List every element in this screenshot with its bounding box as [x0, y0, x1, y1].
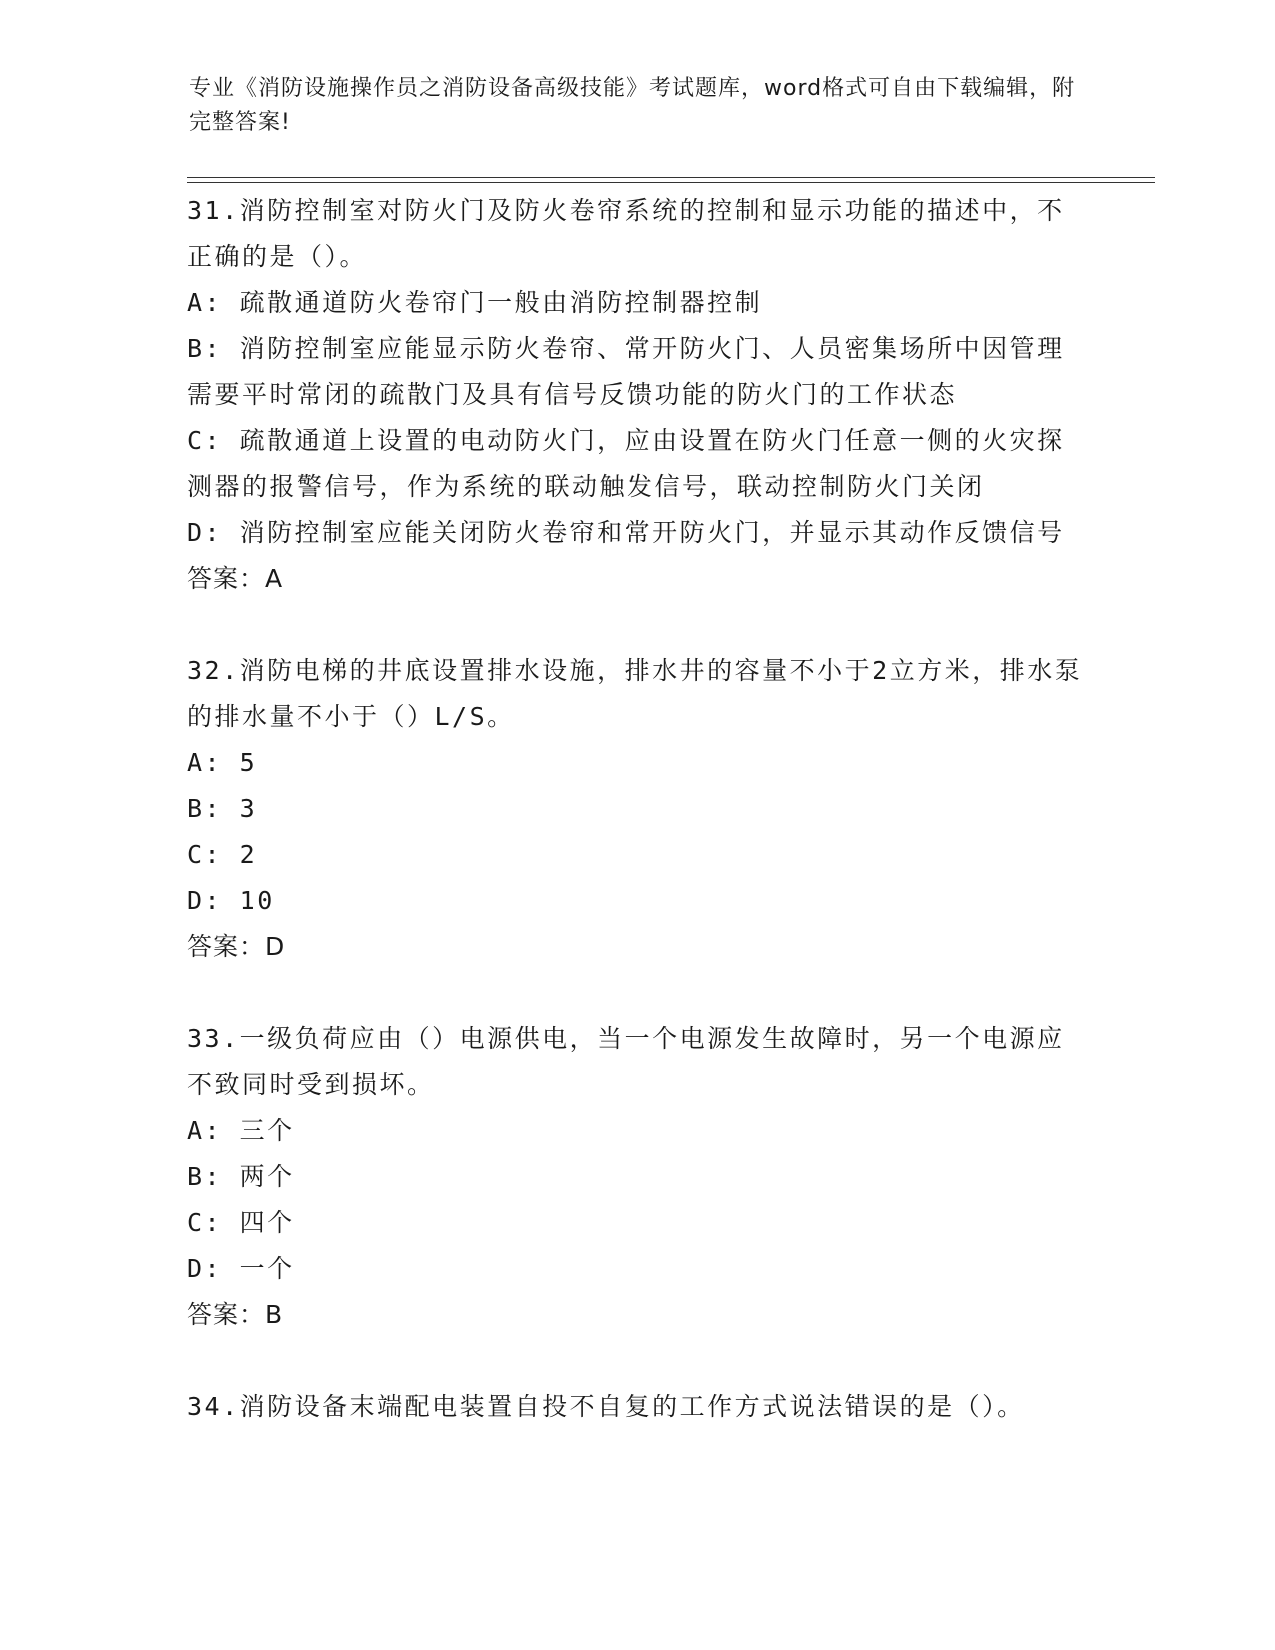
option-d: D: 消防控制室应能关闭防火卷帘和常开防火门，并显示其动作反馈信号 — [187, 518, 1065, 547]
option-d: D: 10 — [187, 886, 275, 915]
header-divider-bottom — [187, 182, 1155, 183]
option-a: A: 5 — [187, 748, 258, 777]
question-33 — [187, 1016, 1087, 1338]
header-divider-top — [187, 177, 1155, 178]
question-32 — [187, 648, 1087, 970]
question-31 — [187, 188, 1087, 602]
option-d: D: 一个 — [187, 1254, 295, 1283]
option-a: A: 疏散通道防火卷帘门一般由消防控制器控制 — [187, 288, 763, 317]
option-a: A: 三个 — [187, 1116, 295, 1145]
option-c: C: 2 — [187, 840, 258, 869]
question-text: 34.消防设备末端配电装置自投不自复的工作方式说法错误的是（）。 — [187, 1392, 1025, 1421]
question-text: 33.一级负荷应由（）电源供电，当一个电源发生故障时，另一个电源应不致同时受到损坏。 — [187, 1024, 1065, 1099]
option-b: B: 消防控制室应能显示防火卷帘、常开防火门、人员密集场所中因管理需要平时常闭的疏散门及具有信号反馈功能的防火门的工作状态 — [187, 334, 1065, 409]
answer-label: 答案：A — [187, 564, 284, 593]
question-text: 32.消防电梯的井底设置排水设施，排水井的容量不小于2立方米，排水泵的排水量不小于（）L/S。 — [187, 656, 1083, 731]
question-list — [187, 188, 1087, 1476]
question-text: 31.消防控制室对防火门及防火卷帘系统的控制和显示功能的描述中，不正确的是（）。 — [187, 196, 1065, 271]
option-c: C: 四个 — [187, 1208, 295, 1237]
option-c: C: 疏散通道上设置的电动防火门，应由设置在防火门任意一侧的火灾探测器的报警信号，作为系统的联动触发信号，联动控制防火门关闭 — [187, 426, 1065, 501]
question-34 — [187, 1384, 1087, 1430]
option-b: B: 两个 — [187, 1162, 295, 1191]
answer-label: 答案：B — [187, 1300, 284, 1329]
document-header: 专业《消防设施操作员之消防设备高级技能》考试题库，word格式可自由下载编辑，附完整答案! — [189, 76, 1076, 135]
option-b: B: 3 — [187, 794, 258, 823]
answer-label: 答案：D — [187, 932, 286, 961]
